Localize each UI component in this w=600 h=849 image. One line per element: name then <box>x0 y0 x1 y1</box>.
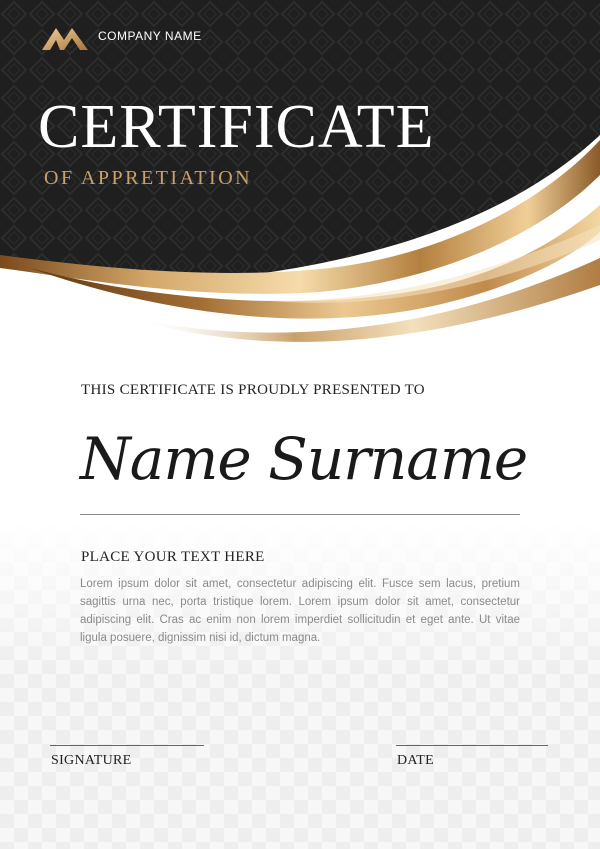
certificate-title: CERTIFICATE <box>38 93 435 161</box>
signature-line <box>50 745 204 746</box>
date-label: DATE <box>397 753 434 768</box>
name-underline <box>80 514 520 515</box>
background-pattern <box>0 520 600 849</box>
company-name: COMPANY NAME <box>98 29 202 43</box>
section-heading: PLACE YOUR TEXT HERE <box>81 549 265 565</box>
presented-to-text: THIS CERTIFICATE IS PROUDLY PRESENTED TO <box>81 382 425 398</box>
certificate-subtitle: OF APPRETIATION <box>44 167 253 189</box>
signature-label: SIGNATURE <box>51 753 132 768</box>
date-line <box>396 745 548 746</box>
mountain-logo-icon <box>42 24 88 50</box>
body-paragraph: Lorem ipsum dolor sit amet, consectetur adipiscing elit. Fusce sem lacus, pretium sagittis urna nec, porta tristique lorem. Lorem ipsum dolor sit amet, consectetur adipiscing elit. Cras ac enim non lorem imperdiet sollicitudin et eget ante. Ut vitae ligula posuere, dignissim nisi id, dictum magna. <box>80 578 520 644</box>
recipient-name: Name Surname <box>80 425 528 493</box>
